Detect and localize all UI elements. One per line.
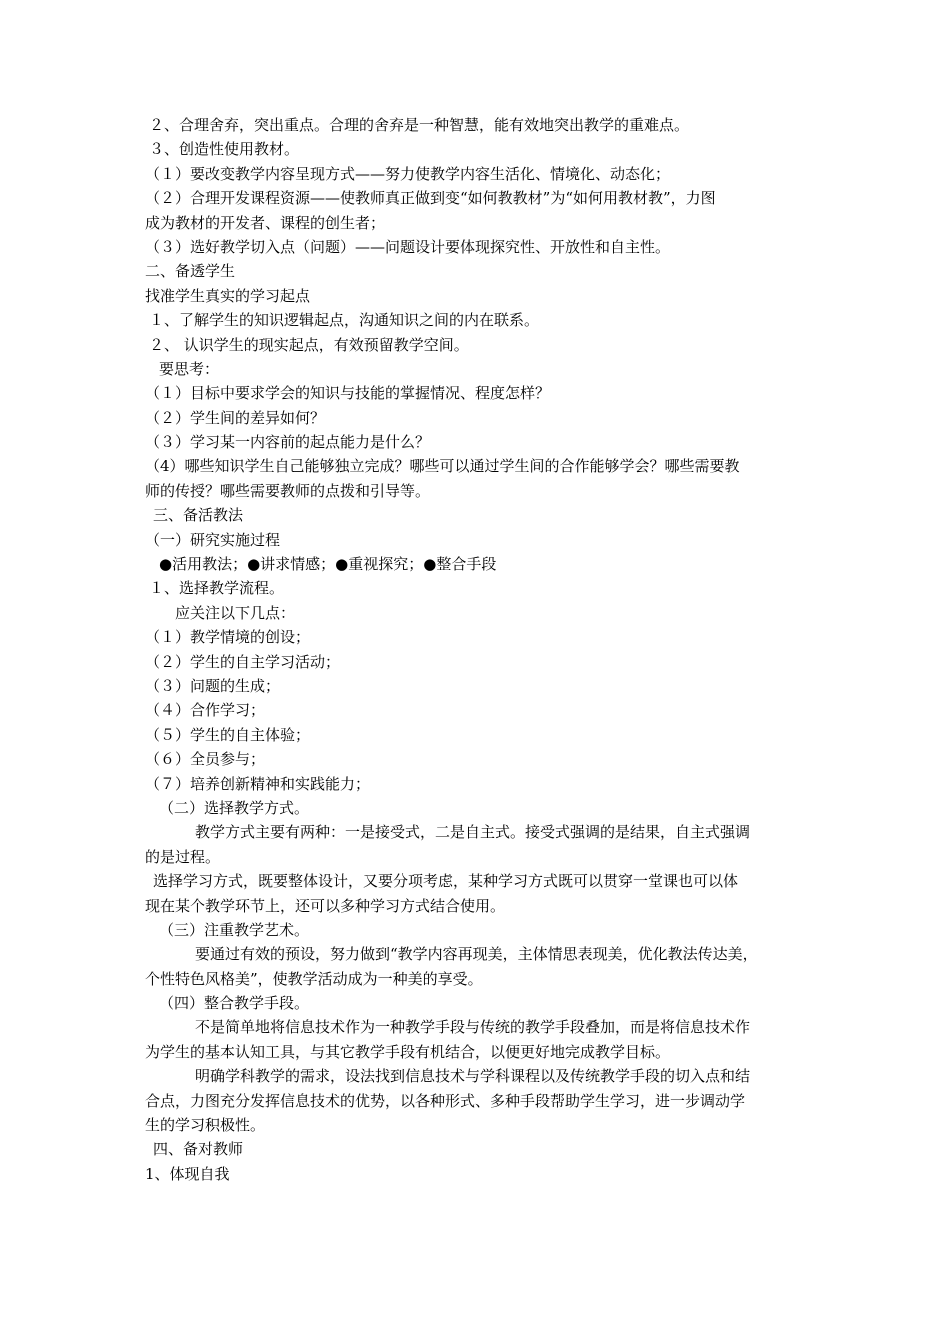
text-line: （三）注重教学艺术。	[159, 920, 310, 939]
text-line: ●活用教法；●讲求情感；●重视探究；●整合手段	[159, 555, 497, 574]
text-line: 明确学科教学的需求，设法找到信息技术与学科课程以及传统教学手段的切入点和结	[195, 1067, 751, 1086]
text-line: 生的学习积极性。	[145, 1116, 266, 1135]
text-line: （二）选择教学方式。	[159, 798, 310, 817]
text-line: 合点，力图充分发挥信息技术的优势，以各种形式、多种手段帮助学生学习，进一步调动学	[145, 1091, 746, 1110]
text-line: １、了解学生的知识逻辑起点，沟通知识之间的内在联系。	[149, 311, 540, 330]
text-line: （５）学生的自主体验；	[145, 725, 311, 744]
text-line: 成为教材的开发者、课程的创生者；	[145, 213, 386, 232]
text-line: ３、创造性使用教材。	[149, 140, 300, 159]
text-line: ２、合理舍弃，突出重点。合理的舍弃是一种智慧，能有效地突出教学的重难点。	[149, 116, 690, 134]
text-line: 为学生的基本认知工具，与其它教学手段有机结合，以便更好地完成教学目标。	[145, 1042, 671, 1061]
text-line: （１）教学情境的创设；	[145, 628, 311, 647]
text-line: 三、备活教法	[153, 506, 244, 525]
text-line: （２）学生间的差异如何？	[145, 408, 326, 427]
text-line: 个性特色风格美”，使教学活动成为一种美的享受。	[145, 969, 483, 988]
text-line: 要通过有效的预设，努力做到“教学内容再现美，主体情思表现美，优化教法传达美，	[195, 945, 758, 964]
text-line: （２）合理开发课程资源——使教师真正做到变“如何教教材”为“如何用教材教”，力图	[145, 189, 716, 208]
text-line: （１）要改变教学内容呈现方式——努力使教学内容生活化、情境化、动态化；	[145, 164, 671, 183]
text-line: 选择学习方式，既要整体设计，又要分项考虑，某种学习方式既可以贯穿一堂课也可以体	[153, 872, 739, 891]
text-line: 不是简单地将信息技术作为一种教学手段与传统的教学手段叠加，而是将信息技术作	[195, 1018, 751, 1037]
text-line: （２）学生的自主学习活动；	[145, 652, 341, 671]
text-line: （4）哪些知识学生自己能够独立完成？哪些可以通过学生间的合作能够学会？哪些需要教	[145, 457, 740, 476]
text-line: ２、 认识学生的现实起点，有效预留教学空间。	[149, 335, 469, 354]
text-line: （６）全员参与；	[145, 750, 266, 769]
text-line: 现在某个教学环节上，还可以多种学习方式结合使用。	[145, 896, 506, 915]
text-line: （四）整合教学手段。	[159, 994, 310, 1013]
text-line: 找准学生真实的学习起点	[145, 286, 311, 305]
text-line: 教学方式主要有两种：一是接受式，二是自主式。接受式强调的是结果，自主式强调	[195, 823, 751, 842]
text-line: （３）选好教学切入点（问题）——问题设计要体现探究性、开放性和自主性。	[145, 237, 671, 256]
text-line: （７）培养创新精神和实践能力；	[145, 774, 371, 793]
text-line: 四、备对教师	[153, 1140, 244, 1159]
text-line: （１）目标中要求学会的知识与技能的掌握情况、程度怎样？	[145, 384, 551, 403]
text-line: （一）研究实施过程	[145, 530, 281, 549]
text-line: １、选择教学流程。	[149, 579, 285, 598]
text-line: （３）学习某一内容前的起点能力是什么？	[145, 433, 431, 452]
document-body	[145, 113, 810, 1186]
text-line: 应关注以下几点：	[175, 603, 296, 622]
text-line: 1、体现自我	[145, 1164, 230, 1183]
text-line: 的是过程。	[145, 847, 221, 866]
text-line: 二、备透学生	[145, 262, 236, 281]
text-line: （４）合作学习；	[145, 701, 266, 720]
text-line: 师的传授？哪些需要教师的点拨和引导等。	[145, 481, 431, 500]
text-line: 要思考：	[159, 359, 220, 378]
text-line: （３）问题的生成；	[145, 676, 281, 695]
